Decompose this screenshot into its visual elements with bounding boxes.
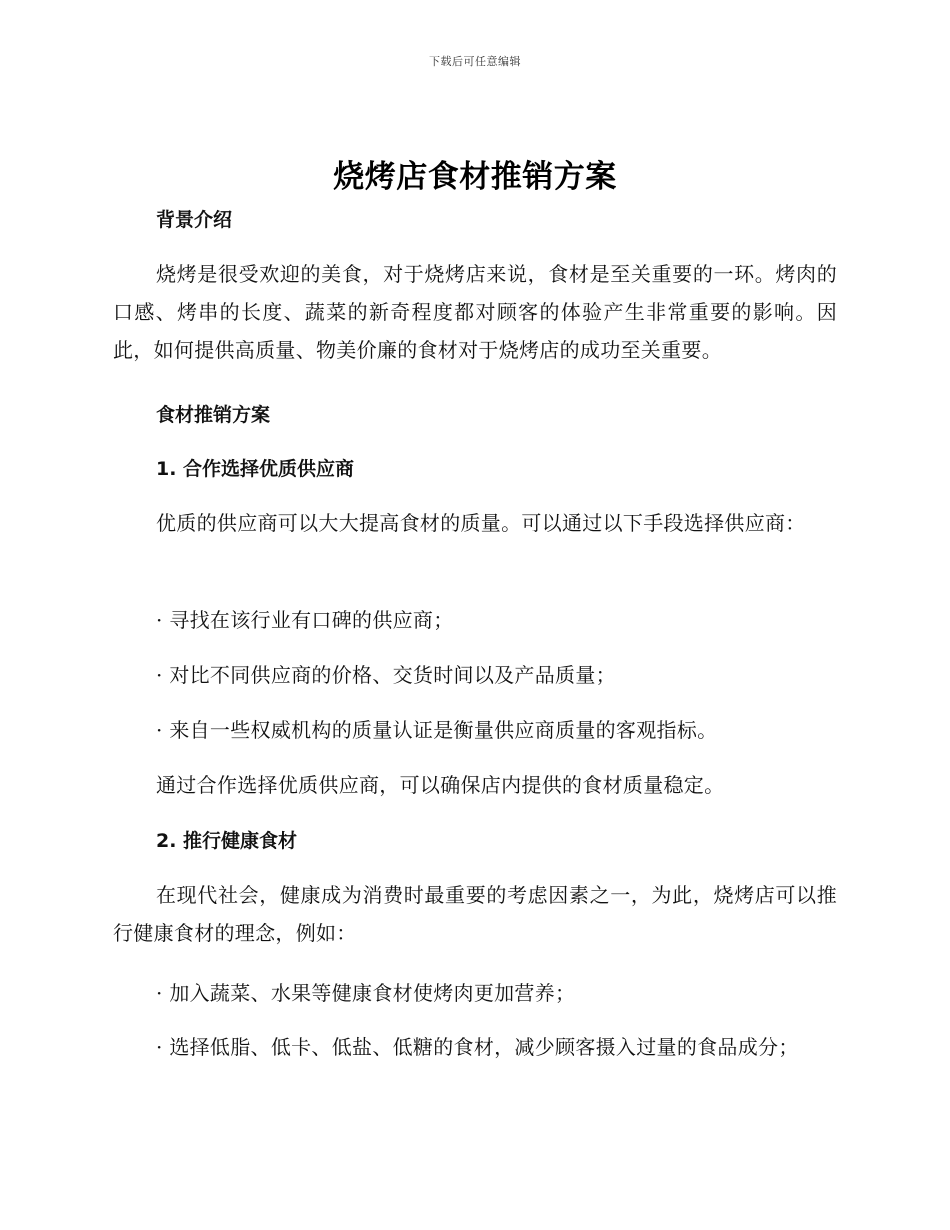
section-heading-background: 背景介绍 <box>156 209 233 231</box>
paragraph-item2-intro: 在现代社会，健康成为消费时最重要的考虑因素之一，为此，烧烤店可以推行健康食材的理念，例如： <box>113 883 837 945</box>
bullet-item2-1: · 加入蔬菜、水果等健康食材使烤肉更加营养； <box>156 981 576 1005</box>
bullet-item2-2: · 选择低脂、低卡、低盐、低糖的食材，减少顾客摄入过量的食品成分； <box>156 1035 799 1059</box>
paragraph-background: 烧烤是很受欢迎的美食，对于烧烤店来说，食材是至关重要的一环。烤肉的口感、烤串的长度、蔬菜的新奇程度都对顾客的体验产生非常重要的影响。因此，如何提供高质量、物美价廉的食材对于烧烤店的成功至关重要。 <box>113 262 837 362</box>
paragraph-item1-conclusion: 通过合作选择优质供应商，可以确保店内提供的食材质量稳定。 <box>156 773 725 797</box>
bullet-item1-2: · 对比不同供应商的价格、交货时间以及产品质量； <box>156 663 616 687</box>
paragraph-item1-intro: 优质的供应商可以大大提高食材的质量。可以通过以下手段选择供应商： <box>156 511 806 535</box>
section-heading-plan: 食材推销方案 <box>156 404 271 426</box>
page-title: 烧烤店食材推销方案 <box>333 159 617 195</box>
subheading-item2: 2. 推行健康食材 <box>156 830 298 852</box>
subheading-item1: 1. 合作选择优质供应商 <box>156 458 355 480</box>
header-note: 下载后可任意编辑 <box>429 55 521 68</box>
bullet-item1-1: · 寻找在该行业有口碑的供应商； <box>156 608 454 632</box>
bullet-item1-3: · 来自一些权威机构的质量认证是衡量供应商质量的客观指标。 <box>156 718 718 742</box>
